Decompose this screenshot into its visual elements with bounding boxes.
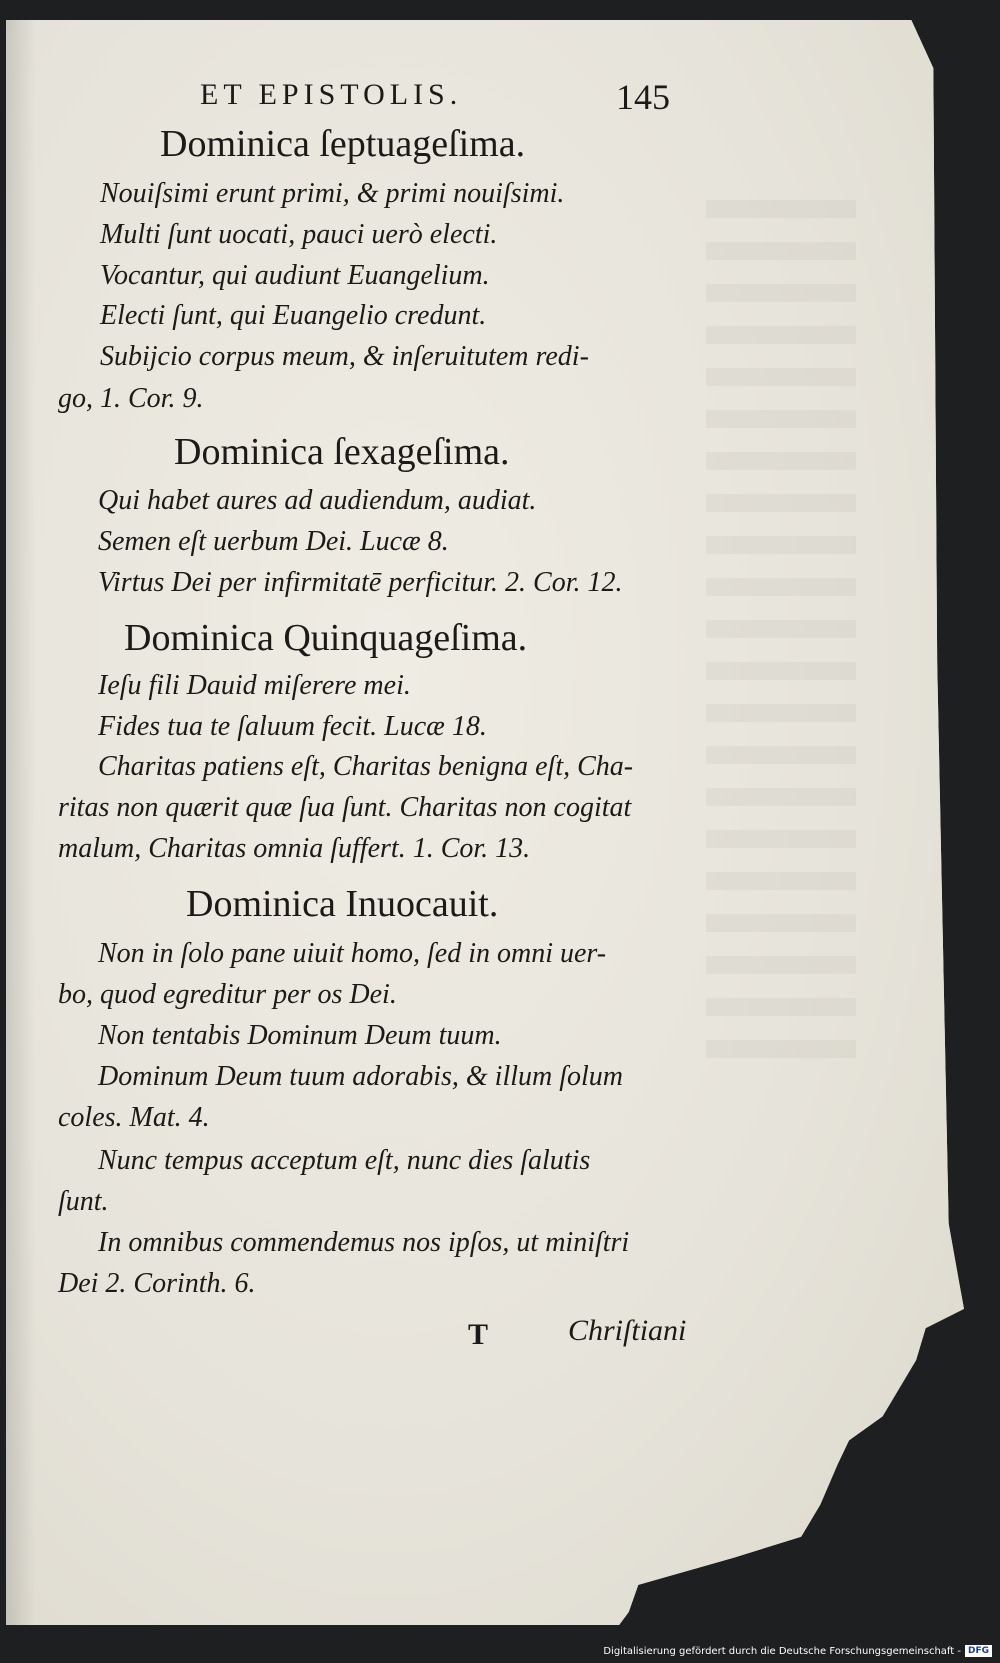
text-line: Dei 2. Corinth. 6. [58, 1268, 256, 1299]
credit-text: Digitalisierung gefördert durch die Deutsche Forschungsgemeinschaft - [603, 1645, 961, 1657]
text-line: coles. Mat. 4. [58, 1102, 210, 1133]
text-line: go, 1. Cor. 9. [58, 383, 204, 414]
text-line: ſunt. [58, 1186, 109, 1217]
text-line: Fides tua te ſaluum fecit. Lucæ 18. [98, 711, 487, 742]
page-gutter-shadow [6, 20, 36, 1625]
text-line: Electi ſunt, qui Euangelio credunt. [100, 300, 487, 331]
show-through-text [706, 200, 856, 1060]
running-head: ET EPISTOLIS. [200, 78, 463, 111]
text-line: Semen eſt uerbum Dei. Lucæ 8. [98, 526, 449, 557]
text-line: Ieſu fili Dauid miſerere mei. [98, 670, 411, 701]
section-heading: Dominica ſeptuageſima. [160, 123, 526, 165]
text-line: Dominum Deum tuum adorabis, & illum ſolum [98, 1061, 623, 1092]
dfg-logo: DFG [965, 1645, 992, 1657]
page-number: 145 [616, 77, 670, 117]
text-line: ritas non quærit quæ ſua ſunt. Charitas non cogitat [58, 792, 632, 823]
text-line: Multi ſunt uocati, pauci uerò electi. [100, 219, 498, 250]
text-line: bo, quod egreditur per os Dei. [58, 979, 397, 1010]
text-line: Subijcio corpus meum, & inſeruitutem redi- [100, 341, 589, 372]
text-line: Qui habet aures ad audiendum, audiat. [98, 485, 537, 516]
catchword: Chriſtiani [568, 1314, 687, 1347]
signature-mark: T [468, 1318, 489, 1351]
text-line: Nouiſsimi erunt primi, & primi nouiſsimi. [100, 178, 565, 209]
section-heading: Dominica Inuocauit. [186, 883, 499, 925]
text-line: Non tentabis Dominum Deum tuum. [98, 1020, 502, 1051]
digitization-credit [603, 1645, 992, 1657]
section-heading: Dominica Quinquageſima. [124, 617, 528, 659]
text-line: In omnibus commendemus nos ipſos, ut miniſtri [98, 1227, 630, 1258]
text-line: Virtus Dei per infirmitatē perficitur. 2. Cor. 12. [98, 567, 623, 598]
section-heading: Dominica ſexageſima. [174, 431, 510, 473]
text-line: malum, Charitas omnia ſuffert. 1. Cor. 13. [58, 833, 531, 864]
text-line: Charitas patiens eſt, Charitas benigna eſt, Cha- [98, 751, 634, 782]
text-line: Nunc tempus acceptum eſt, nunc dies ſalutis [98, 1145, 591, 1176]
text-line: Vocantur, qui audiunt Euangelium. [100, 260, 490, 291]
text-line: Non in ſolo pane uiuit homo, ſed in omni uer- [98, 938, 607, 969]
